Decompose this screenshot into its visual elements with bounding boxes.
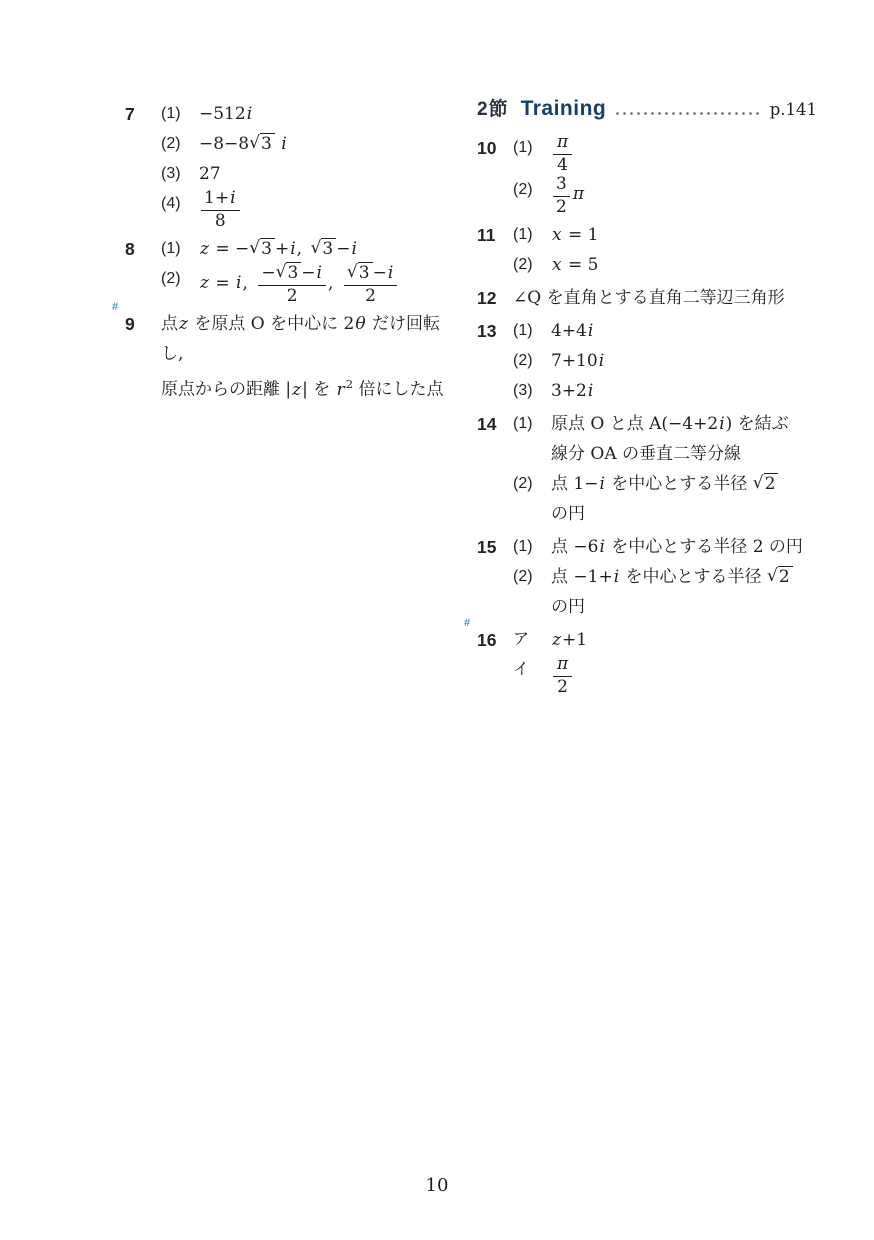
- answer-line: z = −√3 +i, √3 −i: [200, 238, 357, 260]
- item-body: [161, 99, 460, 231]
- part-label: (1): [513, 226, 533, 244]
- sqrt-radical: √2: [767, 567, 793, 587]
- fraction: $\frac{1+i}{8}$: [201, 189, 240, 231]
- item-body: [513, 625, 817, 697]
- section-title: Training: [520, 97, 607, 120]
- answer-part: [513, 283, 817, 313]
- item-body: [513, 532, 817, 622]
- part-lines: [551, 220, 817, 250]
- answer-line: z+1: [552, 630, 588, 651]
- hash-mark: #: [464, 617, 471, 630]
- part-lines: [551, 376, 817, 406]
- section-number: 2節: [477, 99, 509, 120]
- answer-part: [161, 129, 460, 159]
- page-reference: p.141: [769, 100, 817, 119]
- part-lines: [199, 234, 460, 264]
- part-label: (3): [161, 165, 181, 182]
- item-number: # 9: [112, 301, 135, 335]
- item-body: [513, 220, 817, 280]
- fraction: $\frac{√3 -i}{2}$: [344, 264, 397, 306]
- item-number: 10: [477, 138, 497, 158]
- part-label: (3): [513, 382, 533, 400]
- right-column: [464, 94, 817, 700]
- part-lines: [551, 316, 817, 346]
- part-lines: [551, 562, 817, 622]
- part-lines: [513, 283, 817, 313]
- answer-part: [513, 625, 817, 655]
- part-lines: [551, 625, 817, 655]
- answer-part: [513, 376, 817, 406]
- part-lines: [199, 99, 460, 129]
- part-label: (2): [161, 135, 181, 152]
- part-label: (2): [513, 256, 533, 274]
- answer-part: [513, 220, 817, 250]
- part-label: (1): [513, 538, 533, 556]
- answer-part: [161, 189, 460, 231]
- hash-mark: #: [112, 301, 119, 314]
- answer-line: 3+2i: [551, 381, 594, 402]
- item-number: 7: [125, 104, 135, 124]
- answer-part: [513, 409, 817, 469]
- part-lines: [161, 309, 460, 405]
- section-header: [477, 94, 817, 121]
- answer-line: x = 5: [552, 255, 599, 276]
- fraction: $\frac{3}{2}$: [553, 175, 570, 217]
- part-lines: [551, 346, 817, 376]
- part-label: (2): [513, 352, 533, 370]
- answer-line: ∠Q を直角とする直角二等辺三角形: [513, 288, 785, 309]
- part-label: ア: [513, 631, 530, 649]
- page-number: 10: [425, 1175, 449, 1196]
- answer-line: 原点からの距離 |z| を $r^2$ 倍にした点: [161, 377, 444, 400]
- item-body: [513, 409, 817, 529]
- answer-line: 4+4i: [551, 321, 594, 342]
- sqrt-radical: √3: [249, 239, 275, 259]
- answer-part: [513, 562, 817, 622]
- answer-item-9: [112, 301, 460, 405]
- answer-line: −8−8√3 i: [199, 133, 287, 154]
- answer-part: [513, 316, 817, 346]
- answer-line: $\frac{3}{2}$ π: [551, 175, 817, 217]
- part-label: (1): [161, 105, 181, 122]
- answer-item-12: [477, 283, 817, 313]
- part-lines: [551, 469, 817, 529]
- fraction: $\frac{-√3 -i}{2}$: [258, 264, 326, 306]
- item-number: 8: [125, 239, 135, 260]
- part-label: (2): [161, 270, 181, 288]
- answer-part: [513, 469, 817, 529]
- part-lines: [551, 175, 817, 217]
- answer-part: [513, 250, 817, 280]
- answer-part: [161, 159, 460, 189]
- answer-line: [199, 189, 460, 231]
- part-label: (2): [513, 568, 533, 586]
- part-label: (2): [513, 475, 533, 493]
- answer-part: [513, 175, 817, 217]
- answer-part: [161, 234, 460, 264]
- sqrt-radical: √3: [276, 263, 302, 283]
- item-body: [161, 234, 460, 306]
- answer-line: 27: [199, 164, 221, 184]
- answer-line: z = i, $\frac{-√3 -i}{2}$ , $\frac{√3 -i}{2}$: [199, 264, 460, 306]
- answer-line: [551, 133, 817, 175]
- answer-line: の円: [551, 504, 585, 525]
- item-number: 13: [477, 321, 497, 342]
- answer-item-15: [477, 532, 817, 622]
- sqrt-radical: √3: [311, 239, 337, 259]
- part-label: (2): [513, 181, 533, 199]
- answer-line: 原点 O と点 A(−4+2i) を結ぶ: [551, 414, 789, 435]
- sqrt-radical: √2: [753, 474, 779, 494]
- answer-part: [513, 532, 817, 562]
- part-label: (1): [513, 322, 533, 340]
- answer-part: [161, 309, 460, 405]
- answer-part: [161, 99, 460, 129]
- part-lines: [199, 189, 460, 231]
- answer-line: 7+10i: [551, 351, 605, 372]
- part-label: (1): [513, 415, 533, 433]
- item-number: 14: [477, 414, 497, 435]
- item-body: [513, 316, 817, 406]
- item-number: 12: [477, 288, 497, 309]
- item-body: [161, 309, 460, 405]
- answer-line: 点 1−i を中心とする半径 √2: [551, 469, 817, 499]
- item-number: 11: [477, 225, 496, 246]
- part-label: (4): [161, 195, 181, 212]
- sqrt-radical: √3: [347, 263, 373, 283]
- answer-item-11: [477, 220, 817, 280]
- item-number: 15: [477, 537, 497, 558]
- answer-part: [513, 133, 817, 175]
- item-body: [513, 283, 817, 313]
- answer-item-10: [477, 133, 817, 217]
- answer-item-16: [464, 617, 817, 697]
- item-body: [513, 133, 817, 217]
- answer-part: [161, 264, 460, 306]
- answer-part: [513, 346, 817, 376]
- answer-line: 点 −1+i を中心とする半径 √2: [551, 562, 817, 592]
- answer-line: x = 1: [552, 225, 599, 246]
- part-lines: [551, 250, 817, 280]
- left-column: [112, 99, 460, 408]
- part-lines: [551, 532, 817, 562]
- sqrt-radical: √3: [249, 134, 275, 154]
- part-lines: [199, 159, 460, 189]
- item-number: # 16: [464, 617, 497, 651]
- answer-line: 線分 OA の垂直二等分線: [551, 444, 742, 465]
- right-column-items: [464, 132, 817, 697]
- answer-line: 点 −6i を中心とする半径 2 の円: [551, 537, 803, 558]
- answer-item-7: [125, 99, 460, 231]
- part-label: (1): [161, 240, 181, 258]
- part-label: (1): [513, 139, 533, 156]
- fraction: $\frac{\pi}{2}$: [553, 655, 572, 697]
- dotted-leader: [614, 112, 761, 115]
- answer-line: の円: [551, 597, 585, 618]
- part-lines: [551, 655, 817, 697]
- part-lines: [199, 264, 460, 306]
- answer-item-8: [125, 234, 460, 306]
- part-lines: [199, 129, 460, 159]
- answer-item-13: [477, 316, 817, 406]
- answer-line: −512i: [199, 104, 253, 124]
- answer-line: 点z を原点 O を中心に 2θ だけ回転し,: [161, 314, 440, 365]
- answer-line: [551, 655, 817, 697]
- part-lines: [551, 409, 817, 469]
- part-label: イ: [513, 661, 530, 679]
- answer-item-14: [477, 409, 817, 529]
- fraction: $\frac{\pi}{4}$: [553, 133, 572, 175]
- part-lines: [551, 133, 817, 175]
- answer-part: [513, 655, 817, 697]
